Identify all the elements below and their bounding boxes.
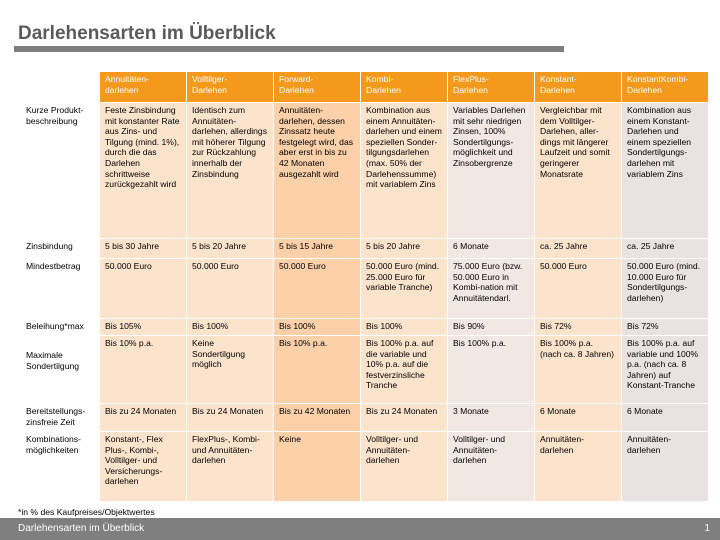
- table-cell: Bis zu 42 Monaten: [274, 404, 361, 432]
- table-cell: FlexPlus-, Kombi- und Annuitäten-darlehen: [187, 432, 274, 502]
- footer-bar: [0, 518, 720, 540]
- table-cell: Bis zu 24 Monaten: [361, 404, 448, 432]
- page-title: Darlehensarten im Überblick: [18, 23, 276, 44]
- table-cell: 75.000 Euro (bzw. 50.000 Euro in Kombi-nation mit Annuitätendarl.: [448, 259, 535, 319]
- table-cell: Bis 100%: [361, 319, 448, 336]
- row-label-kombinationen: Kombinations-möglichkeiten: [21, 432, 100, 502]
- table-cell: Vergleichbar mit dem Volltilger-Darlehen, aller-dings mit längerer Laufzeit und somit geringerer Monatsrate: [535, 103, 622, 239]
- column-header-kombi: Kombi- Darlehen: [361, 72, 448, 103]
- table-cell: 5 bis 20 Jahre: [187, 239, 274, 259]
- loan-comparison-table: [20, 71, 709, 502]
- table-cell: Bis 100% p.a. (nach ca. 8 Jahren): [535, 336, 622, 404]
- table-cell: 50.000 Euro (mind. 10.000 Euro für Sondertilgungs-darlehen): [622, 259, 709, 319]
- table-cell: Volltilger- und Annuitäten-darlehen: [448, 432, 535, 502]
- table-cell: Bis zu 24 Monaten: [100, 404, 187, 432]
- table-cell: 5 bis 30 Jahre: [100, 239, 187, 259]
- table-cell: Annuitäten-darlehen, dessen Zinssatz heute festgelegt wird, das aber erst in bis zu 42 Monaten ausgezahlt wird: [274, 103, 361, 239]
- table-cell: Volltilger- und Annuitäten-darlehen: [361, 432, 448, 502]
- table-cell: Bis 90%: [448, 319, 535, 336]
- column-header-konstantkombi: KonstantKombi- Darlehen: [622, 72, 709, 103]
- table-cell: Kombination aus einem Konstant-Darlehen und einem speziellen Sondertilgungs-darlehen mit variablem Zins: [622, 103, 709, 239]
- table-cell: 6 Monate: [448, 239, 535, 259]
- table-row-beleihung: [21, 319, 709, 336]
- header-corner: [21, 72, 100, 103]
- table-cell: Bis 100% p.a. auf die variable und 10% p.a. auf die festverzinsliche Tranche: [361, 336, 448, 404]
- column-header-forward: Forward- Darlehen: [274, 72, 361, 103]
- table-cell: Variables Darlehen mit sehr niedrigen Zinsen, 100% Sondertilgungs-möglichkeit und Zinsobergrenze: [448, 103, 535, 239]
- row-label-mindestbetrag: Mindestbetrag: [21, 259, 100, 319]
- table-cell: Bis 100% p.a.: [448, 336, 535, 404]
- column-header-annuitaeten: Annuitäten- darlehen: [100, 72, 187, 103]
- table-cell: Annuitäten-darlehen: [535, 432, 622, 502]
- table-row-kombinationen: [21, 432, 709, 502]
- table-cell: Bis 100% p.a. auf variable und 100% p.a. (nach ca. 8 Jahren) auf Konstant-Tranche: [622, 336, 709, 404]
- row-label-produktbeschreibung: Kurze Produkt-beschreibung: [21, 103, 100, 239]
- table-cell: Identisch zum Annuitäten-darlehen, allerdings mit höherer Tilgung zur Rückzahlung innerhalb der Zinsbindung: [187, 103, 274, 239]
- footer-label: Darlehensarten im Überblick: [18, 523, 145, 534]
- table-cell: ca. 25 Jahre: [622, 239, 709, 259]
- table-cell: 50.000 Euro (mind. 25.000 Euro für variable Tranche): [361, 259, 448, 319]
- table-cell: 50.000 Euro: [100, 259, 187, 319]
- table-cell: Feste Zinsbindung mit konstanter Rate aus Zins- und Tilgung (mind. 1%), durch die das Darlehen schrittweise zurückgezahlt wird: [100, 103, 187, 239]
- table-cell: Bis 72%: [622, 319, 709, 336]
- table-cell: ca. 25 Jahre: [535, 239, 622, 259]
- table-cell: Keine Sondertilgung möglich: [187, 336, 274, 404]
- row-label-zinsbindung: Zinsbindung: [21, 239, 100, 259]
- row-label-bereitstellungszins: Bereitstellungs-zinsfreie Zeit: [21, 404, 100, 432]
- table-cell: 6 Monate: [622, 404, 709, 432]
- column-header-flexplus: FlexPlus- Darlehen: [448, 72, 535, 103]
- column-header-volltilger: Volltilger- Darlehen: [187, 72, 274, 103]
- title-underline: [14, 46, 564, 52]
- table-cell: Bis 100%: [274, 319, 361, 336]
- table-cell: Kombination aus einem Annuitäten-darlehen und einem speziellen Sonder-tilgungsdarlehen (max. 50% der Darlehenssumme) mit variablem Zins: [361, 103, 448, 239]
- table-cell: 5 bis 15 Jahre: [274, 239, 361, 259]
- table-cell: 3 Monate: [448, 404, 535, 432]
- footnote: *in % des Kaufpreises/Objektwertes: [18, 507, 155, 517]
- table-row-bereitstellungszins: [21, 404, 709, 432]
- table-row-sondertilgung: [21, 336, 709, 404]
- table-row-produktbeschreibung: [21, 103, 709, 239]
- table-cell: Keine: [274, 432, 361, 502]
- table-cell: 50.000 Euro: [274, 259, 361, 319]
- table-cell: Annuitäten-darlehen: [622, 432, 709, 502]
- column-header-konstant: Konstant- Darlehen: [535, 72, 622, 103]
- table-cell: 6 Monate: [535, 404, 622, 432]
- table-cell: 50.000 Euro: [187, 259, 274, 319]
- page-number: 1: [704, 523, 710, 534]
- table-cell: Bis 100%: [187, 319, 274, 336]
- table-cell: Bis zu 24 Monaten: [187, 404, 274, 432]
- table-cell: 50.000 Euro: [535, 259, 622, 319]
- table-row-zinsbindung: [21, 239, 709, 259]
- table-cell: Bis 10% p.a.: [274, 336, 361, 404]
- row-label-beleihung: Beleihung*max: [21, 319, 100, 336]
- table-cell: Bis 10% p.a.: [100, 336, 187, 404]
- table-cell: 5 bis 20 Jahre: [361, 239, 448, 259]
- table-header-row: [21, 72, 709, 103]
- row-label-sondertilgung: Maximale Sondertilgung: [21, 336, 100, 404]
- table-row-mindestbetrag: [21, 259, 709, 319]
- table-cell: Bis 72%: [535, 319, 622, 336]
- table-cell: Bis 105%: [100, 319, 187, 336]
- table-cell: Konstant-, Flex Plus-, Kombi-, Volltilger- und Versicherungs-darlehen: [100, 432, 187, 502]
